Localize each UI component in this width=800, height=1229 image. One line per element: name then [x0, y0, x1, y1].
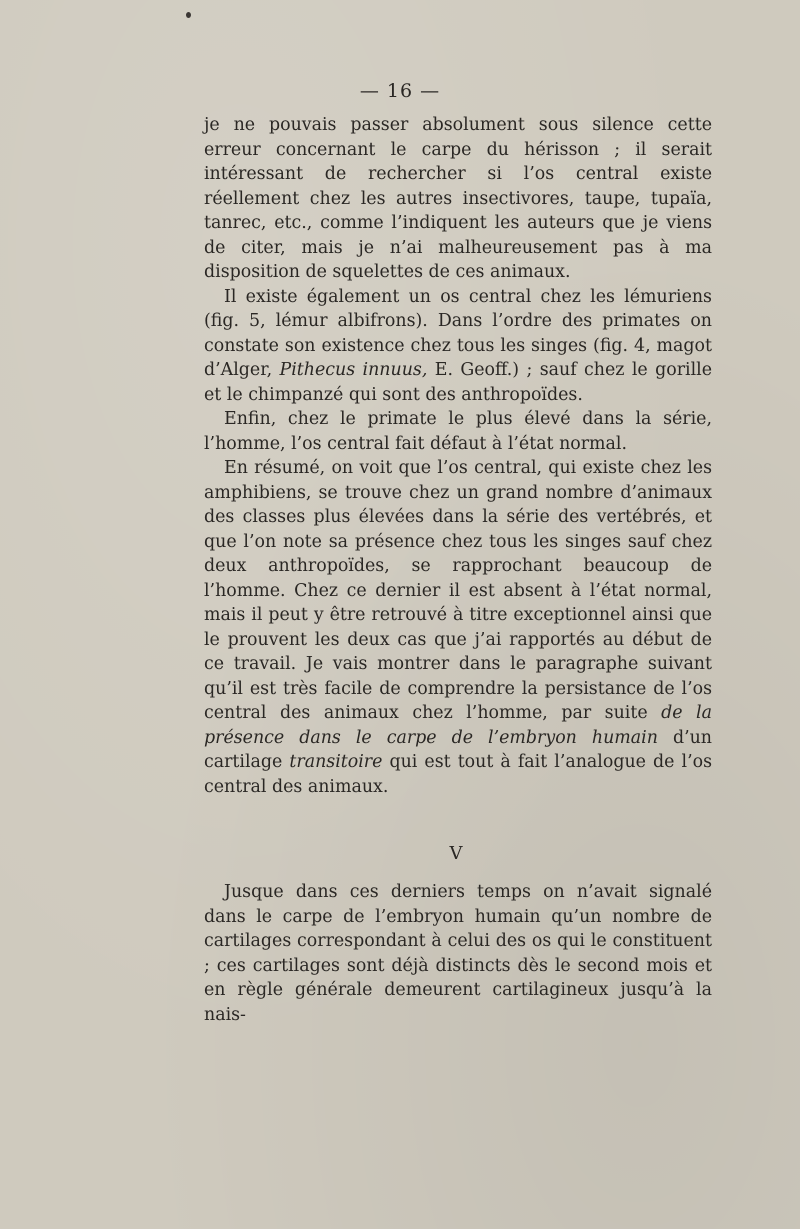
- section-text: [204, 880, 712, 1027]
- paragraph-5: Jusque dans ces derniers temps on n’avait signalé dans le carpe de l’embryon humain qu’un nombre de cartilages correspondant à celui des os qui le constituent ; ces cartilages sont déjà distincts dès le second mois et en règle générale demeurent cartilagineux jusqu’à la nais-: [204, 882, 712, 1025]
- paragraph-1: je ne pouvais passer absolument sous silence cette erreur concernant le carpe du hérisson ; il serait intéressant de rechercher si l’os central existe réellement chez les autres insectivores, taupe, tupaïa, tanrec, etc., comme l’indiquent les auteurs que je viens de citer, mais je n’ai malheureusement pas à ma disposition de squelettes de ces animaux.: [204, 115, 712, 282]
- ink-spot: [186, 12, 191, 18]
- page-number: — 16 —: [359, 80, 441, 102]
- paragraph-2: Il existe également un os central chez les lémuriens (fig. 5, lémur albifrons). Dans l’ordre des primates on constate son existence chez tous les singes (fig. 4, magot d’Alger, Pithecus innuus, E. Geoff.) ; sauf chez le gorille et le chimpanzé qui sont des anthropoïdes.: [204, 286, 712, 405]
- paragraph-4: En résumé, on voit que l’os central, qui existe chez les amphibiens, se trouve chez un grand nombre d’animaux des classes plus élevées dans la série des vertébrés, et que l’on note sa présence chez tous les singes sauf chez deux anthropoïdes, se rapprochant beaucoup de l’homme. Chez ce dernier il est absent à l’état normal, mais il peut y être retrouvé à titre exceptionnel ainsi que le prouvent les deux cas que j’ai rapportés au début de ce travail. Je vais montrer dans le paragraphe suivant qu’il est très facile de comprendre la persistance de l’os central des animaux chez l’homme, par suite de la présence dans le carpe de l’embryon humain d’un cartilage transitoire qui est tout à fait l’analogue de l’os central des animaux.: [204, 458, 713, 797]
- section-heading: V: [449, 843, 463, 864]
- paragraph-3: Enfin, chez le primate le plus élevé dans la série, l’homme, l’os central fait défaut à l’état normal.: [204, 409, 712, 454]
- main-text: [204, 113, 712, 799]
